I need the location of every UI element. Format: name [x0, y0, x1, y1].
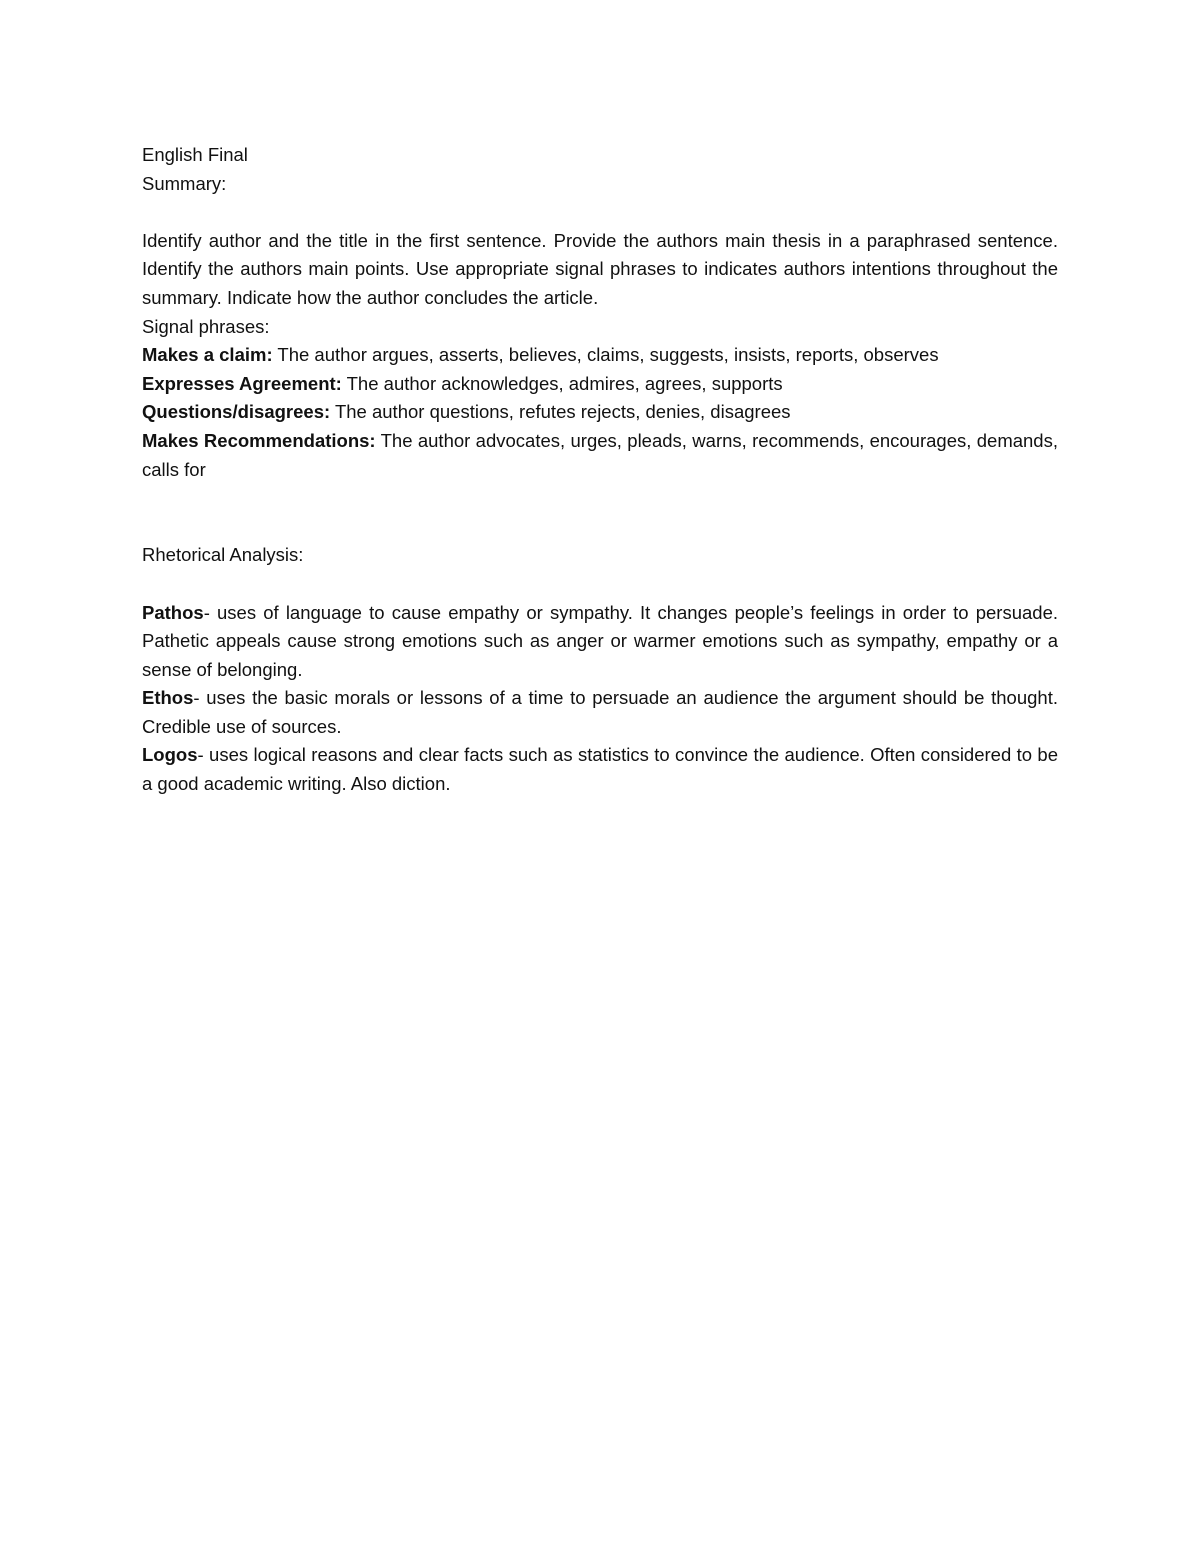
- document-title: English Final: [142, 144, 248, 165]
- signal-phrase-term: Makes Recommendations:: [142, 429, 376, 451]
- appeal-text: - uses the basic morals or lessons of a time to persuade an audience the argument should be thought. Credible use of sources.: [142, 687, 1058, 737]
- appeal-pathos: [142, 599, 1058, 685]
- appeal-text: - uses logical reasons and clear facts such as statistics to convince the audience. Often considered to be a good academic writing. Also diction.: [142, 744, 1058, 795]
- appeal-ethos: [142, 684, 1058, 741]
- signal-phrase-text: The author questions, refutes rejects, denies, disagrees: [330, 401, 791, 423]
- spacer: [142, 198, 1058, 227]
- summary-instructions: Identify author and the title in the first sentence. Provide the authors main thesis in a paraphrased sentence. Identify the authors main points. Use appropriate signal phrases to indicates authors intentions throughout the summary. Indicate how the author concludes the article.: [142, 229, 1058, 308]
- signal-phrase-term: Expresses Agreement:: [142, 372, 342, 394]
- signal-phrases-heading: Signal phrases:: [142, 315, 270, 337]
- appeal-term: Ethos: [142, 687, 194, 709]
- spacer: [142, 484, 1058, 541]
- rhetorical-analysis-heading: Rhetorical Analysis:: [142, 544, 304, 566]
- appeal-term: Logos: [142, 744, 198, 766]
- signal-phrase-text: The author advocates, urges, pleads, warns, recommends, encourages, demands, calls for: [142, 429, 1058, 480]
- spacer: [142, 570, 1058, 599]
- signal-phrase-disagrees: [142, 398, 1058, 427]
- signal-phrase-term: Makes a claim:: [142, 344, 273, 366]
- signal-phrase-recommendations: [142, 427, 1058, 484]
- signal-phrase-text: The author argues, asserts, believes, claims, suggests, insists, reports, observes: [272, 344, 939, 366]
- appeal-term: Pathos: [142, 601, 204, 623]
- appeal-logos: [142, 741, 1058, 798]
- signal-phrase-claim: [142, 341, 1058, 370]
- appeal-text: - uses of language to cause empathy or sympathy. It changes people’s feelings in order to persuade. Pathetic appeals cause strong emotions such as anger or warmer emotions such as sympathy, empathy or a sense of belonging.: [142, 601, 1058, 680]
- signal-phrase-text: The author acknowledges, admires, agrees, supports: [341, 372, 783, 394]
- signal-phrase-agreement: [142, 370, 1058, 399]
- summary-heading: Summary:: [142, 172, 227, 194]
- signal-phrase-term: Questions/disagrees:: [142, 401, 331, 423]
- document-body: [142, 141, 1058, 799]
